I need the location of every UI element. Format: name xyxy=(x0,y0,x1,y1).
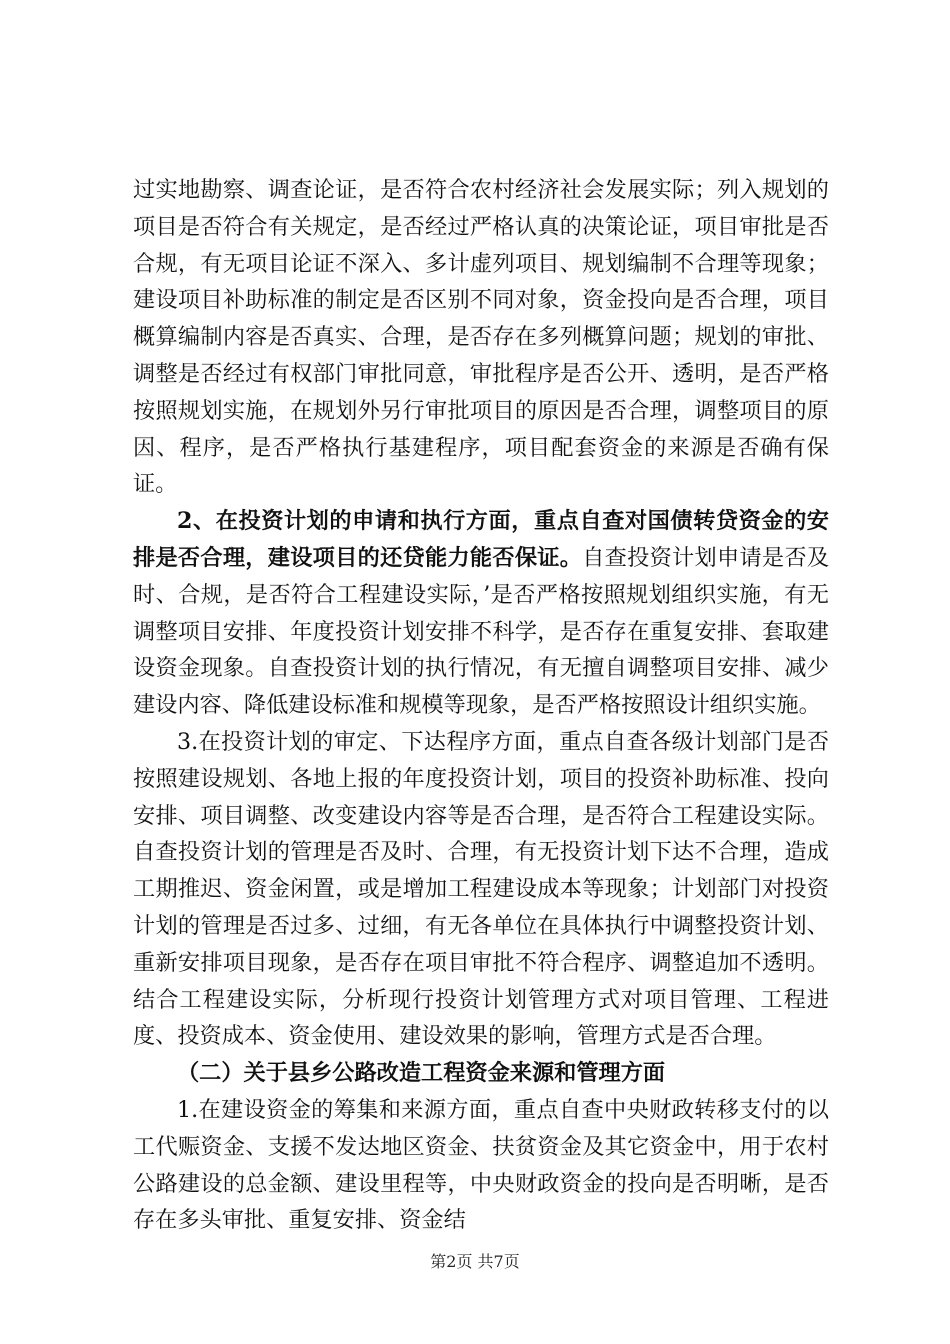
paragraph-text: 自查投资计划申请是否及时、合规，是否符合工程建设实际，’是否严格按照规划组织实施，有无调整项目安排、年度投资计划安排不科学，是否存在重复安排、套取建设资金现象。自查投资计划的执行情况，有无擅自调整项目安排、减少建设内容、降低建设标准和规模等现象，是否严格按照设计组织实施。 xyxy=(133,544,830,719)
page-footer: 第2页 共7页 xyxy=(430,1252,520,1271)
paragraph-text: 3.在投资计划的审定、下达程序方面，重点自查各级计划部门是否按照建设规划、各地上报的年度投资计划，项目的投资补助标准、投向安排、项目调整、改变建设内容等是否合理，是否符合工程建设实际。自查投资计划的管理是否及时、合理，有无投资计划下达不合理，造成工期推迟、资金闲置，或是增加工程建设成本等现象；计划部门对投资计划的管理是否过多、过细，有无各单位在具体执行中调整投资计划、重新安排项目现象，是否存在项目审批不符合程序、调整追加不透明。结合工程建设实际，分析现行投资计划管理方式对项目管理、工程进度、投资成本、资金使用、建设效果的影响，管理方式是否合理。 xyxy=(133,728,829,1050)
paragraph-fund-raising xyxy=(133,1092,829,1239)
paragraph-continuation xyxy=(133,172,829,503)
paragraph-lead-bold: 2、在投资计划的申请和执行方面，重点自查对国债转贷资金的安排是否合理，建设项目的还贷能力能否保证。 xyxy=(133,508,829,571)
document-body xyxy=(133,172,829,1239)
paragraph-investment-plan-application xyxy=(133,503,829,724)
paragraph-text: 过实地勘察、调查论证，是否符合农村经济社会发展实际；列入规划的项目是否符合有关规定，是否经过严格认真的决策论证，项目审批是否合规，有无项目论证不深入、多计虚列项目、规划编制不合理等现象；建设项目补助标准的制定是否区别不同对象，资金投向是否合理，项目概算编制内容是否真实、合理，是否存在多列概算问题；规划的审批、调整是否经过有权部门审批同意，审批程序是否公开、透明，是否严格按照规划实施，在规划外另行审批项目的原因是否合理，调整项目的原因、程序，是否严格执行基建程序，项目配套资金的来源是否确有保证。 xyxy=(133,177,829,498)
paragraph-investment-plan-approval xyxy=(133,724,829,1055)
section-heading: （二）关于县乡公路改造工程资金来源和管理方面 xyxy=(177,1060,666,1087)
paragraph-text: 1.在建设资金的筹集和来源方面，重点自查中央财政转移支付的以工代赈资金、支援不发达地区资金、扶贫资金及其它资金中，用于农村公路建设的总金额、建设里程等，中央财政资金的投向是否明晰，是否存在多头审批、重复安排、资金结 xyxy=(133,1096,829,1234)
